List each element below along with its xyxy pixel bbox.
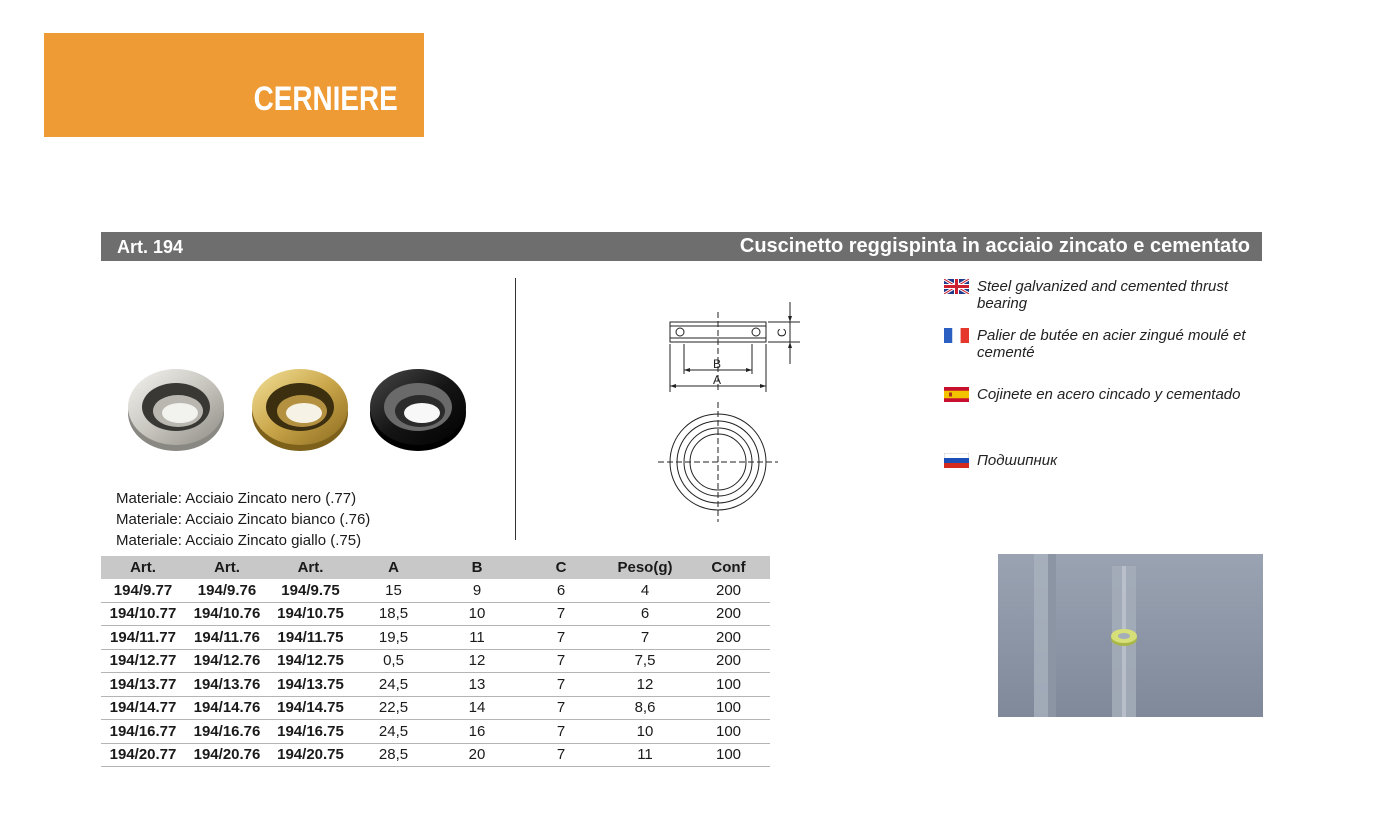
table-cell: 194/9.75 [269,579,352,602]
column-header: Art. [269,556,352,579]
category-banner [44,33,424,137]
table-cell: 22,5 [352,696,435,720]
table-cell: 200 [687,579,770,602]
table-cell: 194/14.76 [185,696,269,720]
table-cell: 8,6 [603,696,687,720]
article-number: Art. 194 [117,237,184,257]
table-cell: 24,5 [352,720,435,744]
table-cell: 16 [435,720,519,744]
table-header-row [101,556,770,579]
column-header: Peso(g) [603,556,687,579]
table-cell: 194/13.75 [269,673,352,697]
table-row [101,720,770,744]
materials-list [116,488,370,551]
table-cell: 10 [603,720,687,744]
table-cell: 19,5 [352,626,435,650]
table-cell: 194/14.75 [269,696,352,720]
table-cell: 194/16.76 [185,720,269,744]
table-cell: 7 [603,626,687,650]
table-cell: 200 [687,649,770,673]
table-cell: 194/10.76 [185,602,269,626]
dimension-label-a: A [713,373,722,387]
table-cell: 9 [435,579,519,602]
dimension-label-c: C [775,328,789,337]
table-row [101,696,770,720]
table-cell: 100 [687,673,770,697]
table-cell: 100 [687,696,770,720]
russia-flag-icon [944,453,969,468]
product-header [101,232,1262,261]
table-cell: 194/16.75 [269,720,352,744]
table-cell: 14 [435,696,519,720]
table-cell: 194/9.76 [185,579,269,602]
technical-drawing [650,292,810,524]
translation-text: Steel galvanized and cemented thrust bearing [977,278,1228,312]
table-cell: 7,5 [603,649,687,673]
table-cell: 6 [603,602,687,626]
table-row [101,579,770,602]
table-cell: 7 [519,602,603,626]
product-title: Cuscinetto reggispinta in acciaio zincato e cementato [739,235,1250,257]
table-cell: 20 [435,743,519,767]
table-cell: 194/13.77 [101,673,185,697]
application-render [998,554,1263,717]
table-cell: 18,5 [352,602,435,626]
table-row [101,743,770,767]
table-cell: 194/10.75 [269,602,352,626]
table-cell: 6 [519,579,603,602]
table-cell: 7 [519,649,603,673]
column-header: Art. [101,556,185,579]
table-cell: 13 [435,673,519,697]
table-cell: 0,5 [352,649,435,673]
gold-bearing [252,369,348,451]
table-cell: 194/10.77 [101,602,185,626]
column-header: C [519,556,603,579]
silver-bearing [128,369,224,451]
table-cell: 7 [519,626,603,650]
table-row [101,673,770,697]
table-cell: 194/11.76 [185,626,269,650]
table-cell: 194/11.77 [101,626,185,650]
product-photo [122,355,472,455]
translation-text: Cojinete en acero cincado y cementado [977,386,1241,403]
table-cell: 194/12.77 [101,649,185,673]
table-cell: 194/11.75 [269,626,352,650]
translation-text: Подшипник [977,452,1058,469]
column-header: B [435,556,519,579]
table-cell: 11 [603,743,687,767]
table-cell: 7 [519,743,603,767]
category-title: CERNIERE [253,80,398,118]
translation-text: Palier de butée en acier zingué moulé et cementé [977,327,1246,361]
table-cell: 194/20.77 [101,743,185,767]
table-row [101,649,770,673]
table-cell: 4 [603,579,687,602]
table-cell: 7 [519,720,603,744]
column-header: A [352,556,435,579]
table-cell: 194/16.77 [101,720,185,744]
table-cell: 12 [603,673,687,697]
table-row [101,626,770,650]
table-cell: 194/12.75 [269,649,352,673]
column-header: Art. [185,556,269,579]
table-cell: 194/13.76 [185,673,269,697]
dimension-label-b: B [713,357,722,371]
black-bearing [370,369,466,451]
material-line: Materiale: Acciaio Zincato nero (.77) [116,490,357,507]
vertical-divider [515,278,516,540]
france-flag-icon [944,328,969,343]
specifications-table [101,556,770,767]
table-cell: 7 [519,696,603,720]
spain-flag-icon [944,387,969,402]
table-cell: 10 [435,602,519,626]
column-header: Conf [687,556,770,579]
table-cell: 194/20.75 [269,743,352,767]
table-cell: 15 [352,579,435,602]
table-cell: 100 [687,743,770,767]
uk-flag-icon [944,279,969,294]
material-line: Materiale: Acciaio Zincato giallo (.75) [116,532,362,549]
material-line: Materiale: Acciaio Zincato bianco (.76) [116,511,371,528]
table-cell: 200 [687,626,770,650]
table-cell: 200 [687,602,770,626]
table-cell: 194/12.76 [185,649,269,673]
table-cell: 194/9.77 [101,579,185,602]
table-cell: 7 [519,673,603,697]
table-cell: 12 [435,649,519,673]
table-cell: 11 [435,626,519,650]
table-cell: 194/20.76 [185,743,269,767]
table-cell: 100 [687,720,770,744]
table-cell: 194/14.77 [101,696,185,720]
table-cell: 28,5 [352,743,435,767]
table-cell: 24,5 [352,673,435,697]
table-row [101,602,770,626]
